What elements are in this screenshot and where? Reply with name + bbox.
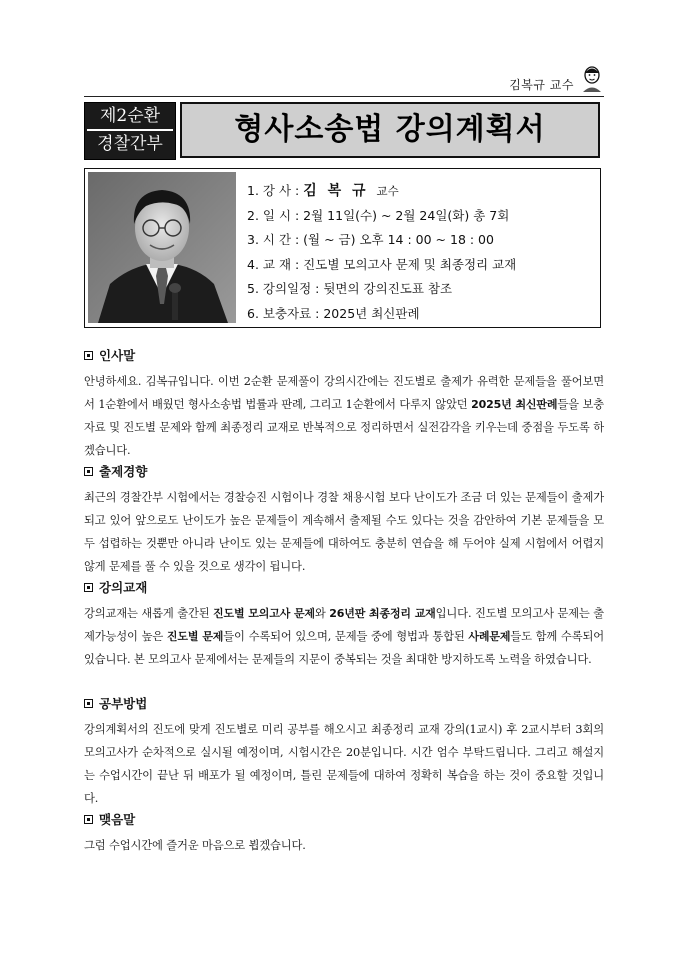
info-supplement: 6. 보충자료 : 2025년 최신판례 bbox=[247, 305, 420, 321]
section-title: 맺음말 bbox=[99, 812, 136, 827]
info-instructor bbox=[247, 179, 516, 204]
course-badge bbox=[84, 102, 176, 160]
section-body: 강의계획서의 진도에 맞게 진도별로 미리 공부를 해오시고 최종정리 교재 강의(1교시) 후 2교시부터 3회의 모의고사가 순차적으로 실시될 예정이며, 시험시간은 20분입니다. 시간 엄수 부탁드립니다. 그리고 해설지는 수업시간이 끝난 뒤 배포가 될 예정이며, 틀린 문제들에 대하여 정확히 복습을 하는 것이 중요할 것입니다. bbox=[84, 723, 604, 805]
info-schedule: 5. 강의일정 : 뒷면의 강의진도표 참조 bbox=[247, 281, 453, 296]
section-material bbox=[84, 578, 604, 671]
section-study bbox=[84, 694, 604, 810]
square-bullet-icon bbox=[84, 583, 93, 592]
square-bullet-icon bbox=[84, 351, 93, 360]
title-box bbox=[180, 102, 600, 158]
running-header bbox=[84, 70, 604, 97]
badge-line1: 제2순환 bbox=[99, 106, 161, 126]
info-dates: 2. 일 시 : 2월 11일(수) ~ 2월 24일(화) 총 7회 bbox=[247, 207, 510, 223]
body-text: 와 bbox=[314, 607, 330, 620]
info-box bbox=[84, 168, 601, 328]
body-text: 강의교재는 새롭게 출간된 bbox=[84, 607, 214, 620]
section-heading bbox=[84, 810, 604, 830]
bold-text: 26년판 최종정리 교재 bbox=[329, 607, 436, 620]
square-bullet-icon bbox=[84, 815, 93, 824]
square-bullet-icon bbox=[84, 467, 93, 476]
info-instructor-name: 김 복 규 bbox=[303, 183, 369, 199]
page-title: 형사소송법 강의계획서 bbox=[234, 112, 546, 147]
section-title: 강의교재 bbox=[99, 580, 148, 595]
body-text: 들이 수록되어 있으며, 문제들 중에 형법과 통합된 bbox=[223, 630, 469, 643]
section-trend bbox=[84, 462, 604, 578]
body-text: 안녕하세요. 김복규입니다. 이번 2순환 문제풀이 강의시간에는 진도별로 출제가 유력한 문제들을 풀어보면서 1순환에서 배웠던 형사소송법 법률과 판례, 그리고 1순환에서 다루지 않았던 bbox=[84, 375, 604, 411]
bold-text: 진도별 모의고사 문제 bbox=[213, 607, 315, 620]
section-heading bbox=[84, 462, 604, 482]
body-text: 들도 함께 수록되어 있습니다. 본 모의고사 문제에서는 문제들의 지문이 중복되는 것을 최대한 방지하도록 노력을 하였습니다. bbox=[84, 630, 604, 666]
section-heading bbox=[84, 694, 604, 714]
bold-text: 진도별 문제 bbox=[166, 630, 224, 643]
section-title: 인사말 bbox=[99, 348, 136, 363]
body-text: 들을 보충자료 및 진도별 문제와 함께 최종정리 교재로 반복적으로 정리하면서 실전감각을 키우는데 중점을 두도록 하겠습니다. bbox=[84, 398, 605, 457]
section-heading bbox=[84, 346, 604, 366]
section-heading bbox=[84, 578, 604, 598]
section-body: 그럼 수업시간에 즐거운 마음으로 뵙겠습니다. bbox=[84, 839, 306, 852]
header-author: 김복규 교수 bbox=[509, 78, 574, 92]
section-body bbox=[84, 602, 604, 671]
section-closing bbox=[84, 810, 604, 857]
instructor-photo bbox=[88, 172, 236, 323]
bold-text: 사례문제 bbox=[468, 630, 511, 643]
info-instructor-label: 1. 강 사 : bbox=[247, 183, 300, 198]
info-instructor-title: 교수 bbox=[376, 184, 399, 198]
info-time: 3. 시 간 : (월 ~ 금) 오후 14 : 00 ~ 18 : 00 bbox=[247, 232, 494, 247]
bold-text: 2025년 최신판례 bbox=[471, 398, 558, 411]
section-greeting bbox=[84, 346, 604, 462]
info-list bbox=[247, 179, 516, 326]
section-title: 출제경향 bbox=[99, 464, 148, 479]
square-bullet-icon bbox=[84, 699, 93, 708]
body-text: 입니다. 진도별 모의고사 문제는 출제가능성이 높은 bbox=[84, 607, 604, 643]
section-body bbox=[84, 370, 604, 462]
section-title: 공부방법 bbox=[99, 696, 148, 711]
badge-line2: 경찰간부 bbox=[97, 134, 163, 154]
info-textbook: 4. 교 재 : 진도별 모의고사 문제 및 최종정리 교재 bbox=[247, 256, 517, 272]
section-body: 최근의 경찰간부 시험에서는 경찰승진 시험이나 경찰 채용시험 보다 난이도가 조금 더 있는 문제들이 출제가 되고 있어 앞으로도 난이도가 높은 문제들이 계속해서 출제될 수도 있다는 것을 감안하여 기본 문제들을 모두 섭렵하는 것뿐만 아니라 난이도 있는 문제들에 대하여도 충분히 연습을 해 두어야 실제 시험에서 어렵지 않게 문제를 풀 수 있을 것으로 생각이 됩니다. bbox=[84, 491, 604, 573]
author-caricature-icon bbox=[580, 64, 604, 92]
